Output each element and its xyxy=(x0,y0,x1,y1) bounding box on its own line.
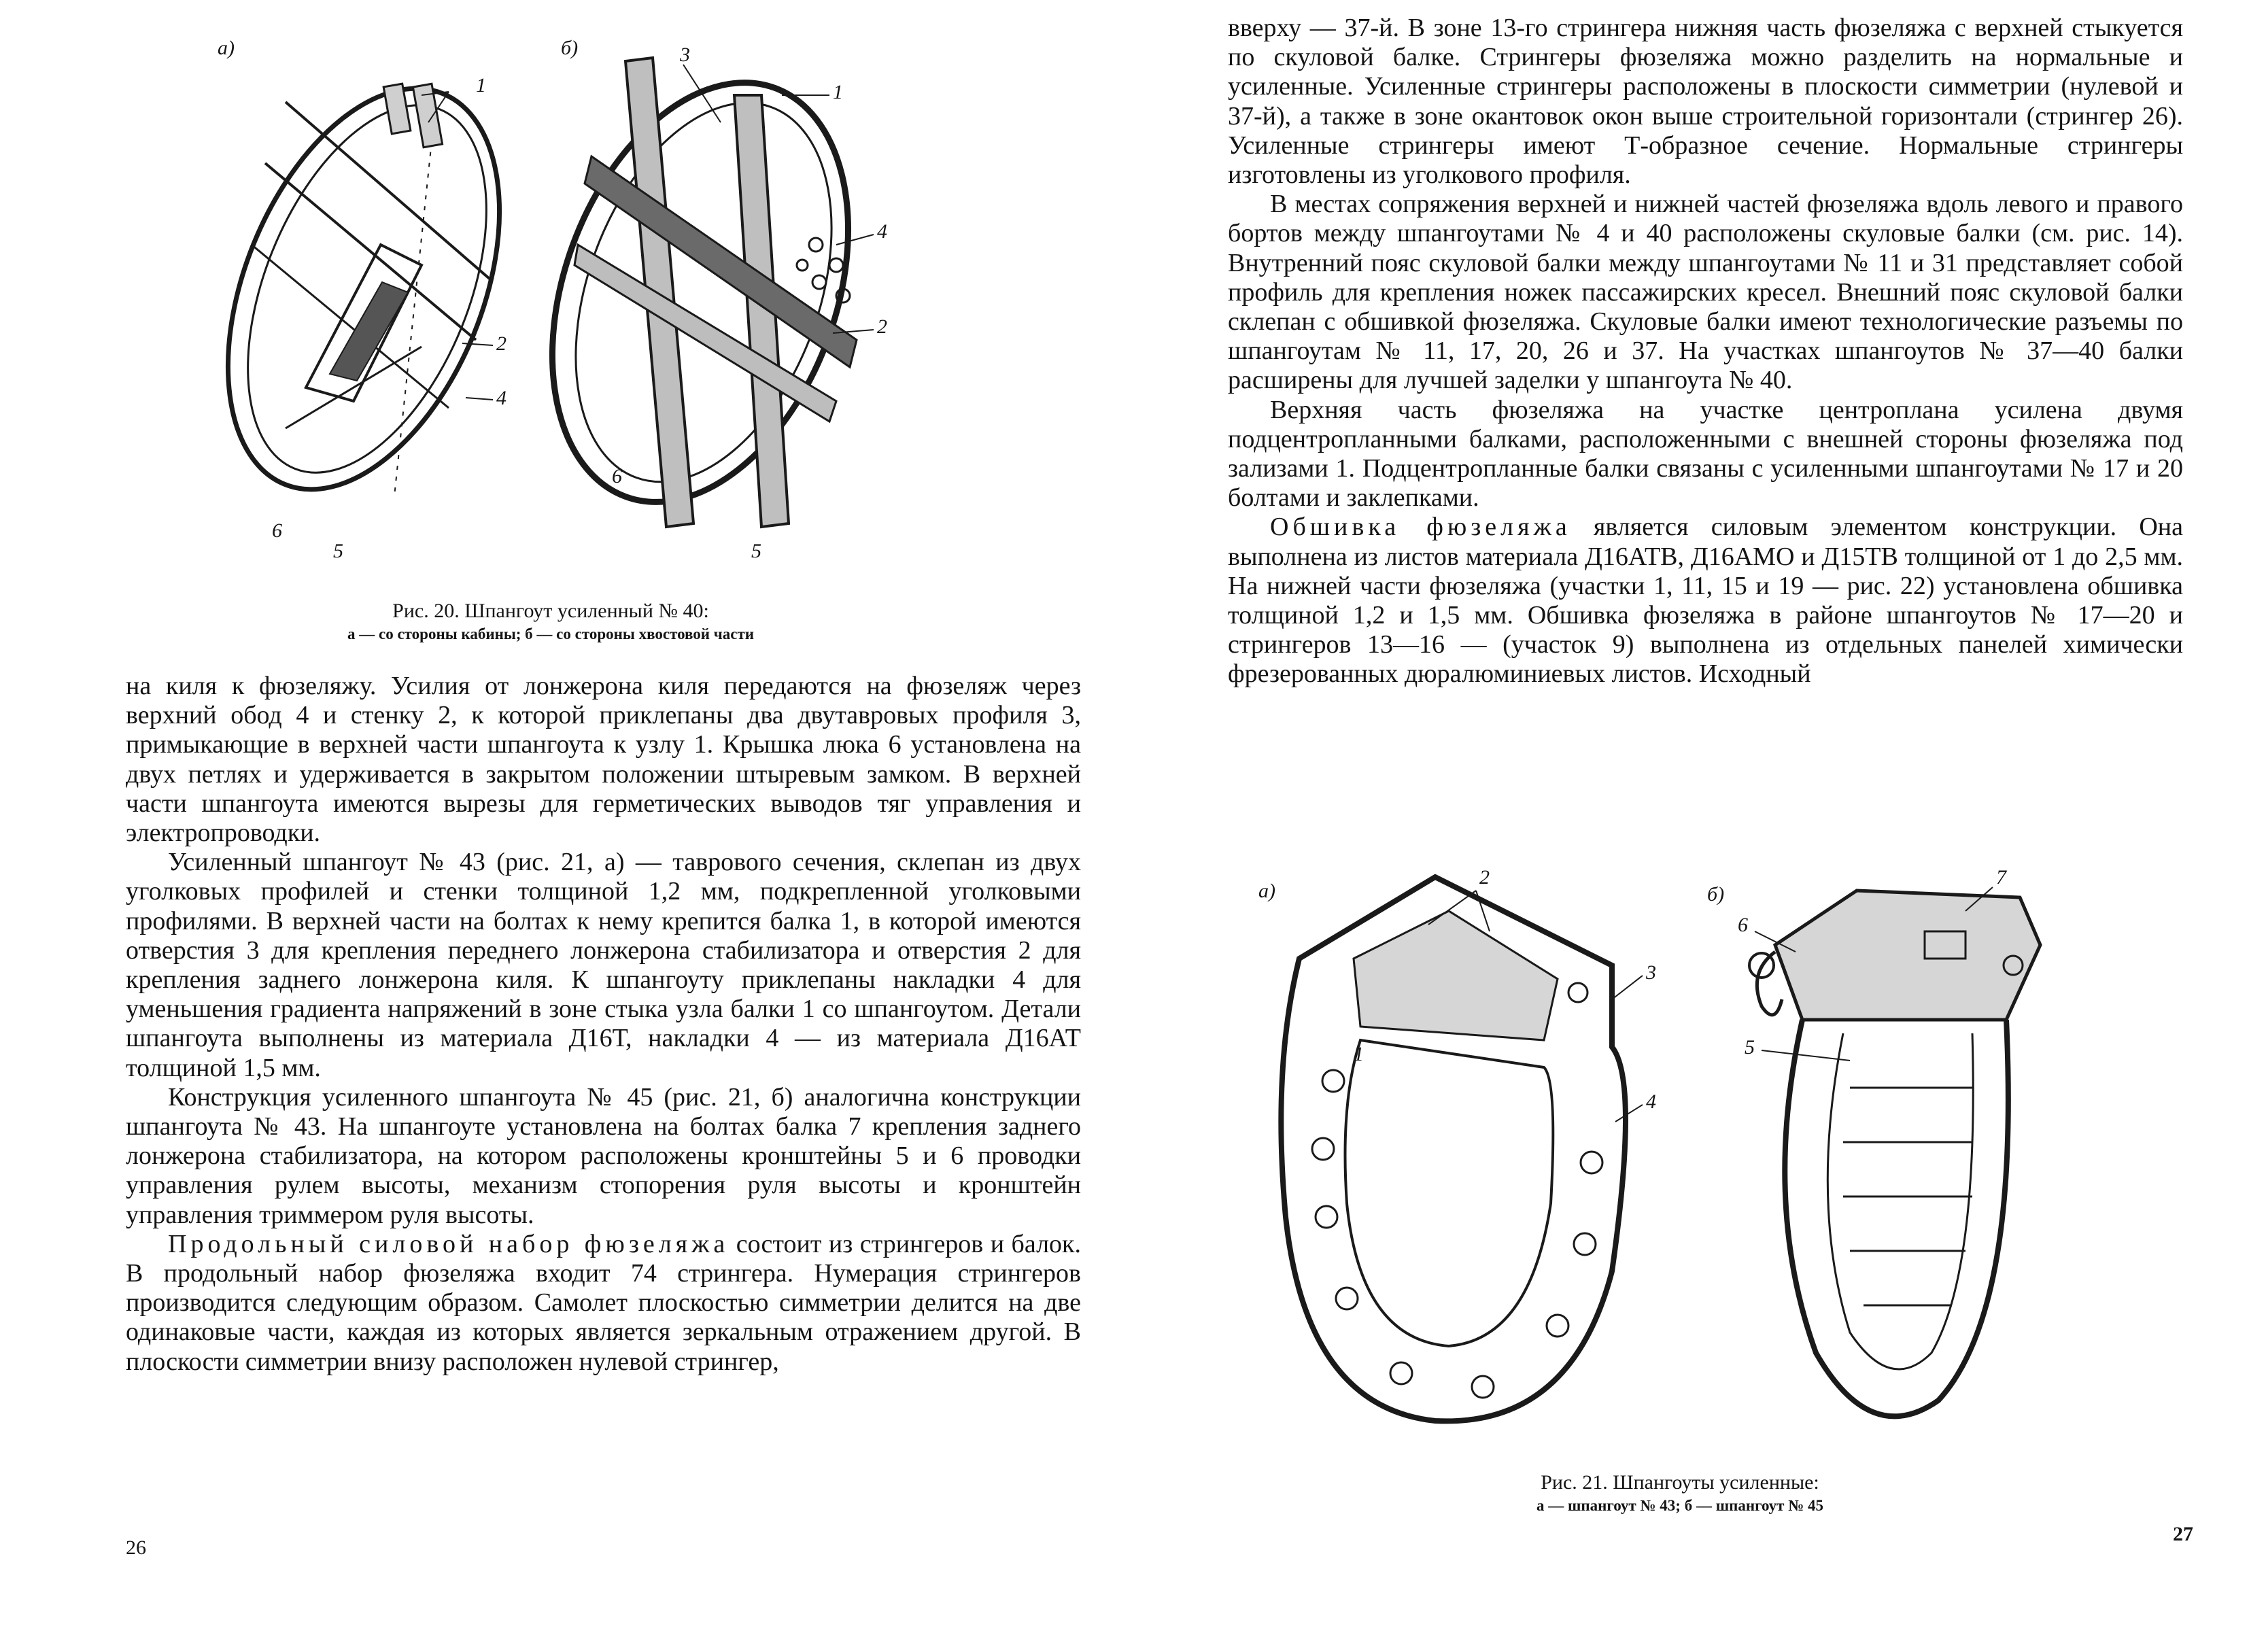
spaced-heading: Продольный силовой набор фюзеляжа xyxy=(168,1229,729,1258)
fig20-label-b: б) xyxy=(561,37,579,59)
fig21a-callout: 2 xyxy=(1479,866,1490,889)
fig21b-callout: 7 xyxy=(1996,866,2006,889)
fig20b-callout: 4 xyxy=(877,220,887,243)
frame-45 xyxy=(1749,891,2040,1416)
paragraph: Конструкция усиленного шпангоута № 45 (рис. 21, б) аналогична конструкции шпангоута № 43. На шпангоуте установлена на болтах балка 7 крепления заднего лонжерона стабилизатора, на котором расположены кронштейны 5 и 6 проводки управления рулем высоты, механизм стопорения руля высоты и кронштейн управления триммером руля высоты. xyxy=(126,1082,1081,1229)
figure-20-caption xyxy=(204,598,897,644)
fig21b-callout: 5 xyxy=(1745,1036,1755,1059)
fig20b-callout: 2 xyxy=(877,315,887,338)
right-page xyxy=(1133,0,2266,1652)
paragraph-text: является силовым элементом конструкции. Она выполнена из листов материала Д16АТВ, Д16АМО и Д15ТВ толщиной от 1 до 2,5 мм. На нижней части фюзеляжа (участки 1, 11, 15 и 19 — рис. 22) установлена обшивка толщиной 1,2 и 1,5 мм. Обшивка фюзеляжа в районе шпангоутов № 17—20 и стрингеров 13—16 — (участок 9) выполнена из отдельных панелей химически фрезерованных дюралюминиевых листов. Исходный xyxy=(1228,513,2183,689)
figure-20-caption-title: Рис. 20. Шпангоут усиленный № 40: xyxy=(392,600,709,622)
fig21a-callout: 4 xyxy=(1646,1090,1656,1113)
page-number-right: 27 xyxy=(2173,1523,2193,1545)
left-body-text xyxy=(126,672,1081,1377)
figure-20-caption-sub: а — со стороны кабины; б — со стороны хвостовой части xyxy=(347,625,754,642)
figure-21-caption-sub: а — шпангоут № 43; б — шпангоут № 45 xyxy=(1536,1497,1824,1514)
frame-40-tail-side xyxy=(498,41,897,543)
fig21a-callout: 1 xyxy=(1354,1043,1364,1065)
fig21a-callout: 3 xyxy=(1646,961,1656,984)
fig20a-callout: 4 xyxy=(496,387,507,409)
paragraph xyxy=(1228,513,2183,689)
fig20a-callout: 6 xyxy=(272,519,282,542)
fig20a-callout: 2 xyxy=(496,332,507,355)
figure-21-caption xyxy=(1394,1470,1965,1516)
paragraph xyxy=(126,1230,1081,1377)
frame-43 xyxy=(1281,877,1626,1421)
paragraph: Усиленный шпангоут № 43 (рис. 21, а) — таврового сечения, склепан из двух уголковых профилей и стенки толщиной 1,2 мм, подкрепленной уголковыми профилями. В верхней части на болтах к нему крепится балка 1, в которой имеются отверстия 3 для крепления переднего лонжерона стабилизатора и отверстия 2 для крепления заднего лонжерона киля. К шпангоуту приклепаны накладки 4 для уменьшения градиента напряжений в зоне стыка узла балки 1 со шпангоутом. Детали шпангоута выполнены из материала Д16Т, накладки 4 — из материала Д16АТ толщиной 1,5 мм. xyxy=(126,848,1081,1082)
fig20b-callout: 1 xyxy=(833,81,843,103)
fig20-label-a: a) xyxy=(218,37,235,59)
paragraph-text: состоит из стрингеров и балок. В продольный набор фюзеляжа входит 74 стрингера. Нумерация стрингеров производится следующим образом. Самолет плоскостью симметрии делится на две одинаковые части, каждая из которых является зеркальным отражением другой. В плоскости симметрии внизу расположен нулевой стрингер, xyxy=(126,1229,1081,1376)
paragraph: на киля к фюзеляжу. Усилия от лонжерона киля передаются на фюзеляж через верхний обод 4 и стенку 2, к которой приклепаны два двутавровых профиля 3, примыкающие в верхней части шпангоута к узлу 1. Крышка люка 6 установлена на двух петлях и удерживается в закрытом положении штыревым замком. В верхней части шпангоута имеются вырезы для герметических выводов тяг управления и электропроводки. xyxy=(126,672,1081,848)
figure-21-caption-title: Рис. 21. Шпангоуты усиленные: xyxy=(1541,1471,1819,1494)
paragraph: вверху — 37-й. В зоне 13-го стрингера нижняя часть фюзеляжа с верхней стыкуется по скуловой балке. Стрингеры фюзеляжа можно разделить на нормальные и усиленные. Усиленные стрингеры расположены в плоскости симметрии (нулевой и 37-й), а также в зоне окантовок окон выше строительной горизонтали (стрингер 26). Усиленные стрингеры имеют Т-образное сечение. Нормальные стрингеры изготовлены из уголкового профиля. xyxy=(1228,14,2183,190)
paragraph: В местах сопряжения верхней и нижней частей фюзеляжа вдоль левого и правого бортов между шпангоутами № 4 и 40 расположены скуловые балки (см. рис. 14). Внутренний пояс скуловой балки между шпангоутами № 11 и 31 представляет собой профиль для крепления ножек пассажирских кресел. Внешний пояс скуловой балки склепан с обшивкой фюзеляжа. Скуловые балки имеют технологические разъемы по шпангоутам № 11, 17, 20, 26 и 37. На участках шпангоутов № 37—40 балки расширены для лучшей заделки у шпангоута № 40. xyxy=(1228,190,2183,395)
figure-20-drawing xyxy=(204,20,897,557)
fig21-label-a: а) xyxy=(1258,880,1275,902)
paragraph: Верхняя часть фюзеляжа на участке центроплана усилена двумя подцентропланными балками, расположенными с внешней стороны фюзеляжа под зализами 1. Подцентропланные балки связаны с усиленными шпангоутами № 17 и 20 болтами и заклепками. xyxy=(1228,395,2183,513)
fig20b-callout: 5 xyxy=(751,540,761,557)
fig20a-callout: 1 xyxy=(476,74,486,97)
frame-40-cabin-side xyxy=(204,49,553,529)
spaced-heading: Обшивка фюзеляжа xyxy=(1270,513,1571,542)
fig20a-callout: 5 xyxy=(333,540,343,557)
page-number-left: 26 xyxy=(126,1536,146,1559)
figure-20 xyxy=(204,20,897,557)
fig21-label-b: б) xyxy=(1707,883,1725,906)
right-body-text xyxy=(1228,14,2183,689)
figure-21-drawing xyxy=(1258,863,2169,1455)
figure-21 xyxy=(1258,863,2169,1455)
fig20b-callout: 3 xyxy=(680,44,690,66)
fig20b-callout: 6 xyxy=(612,465,622,487)
fig21b-callout: 6 xyxy=(1738,914,1748,936)
